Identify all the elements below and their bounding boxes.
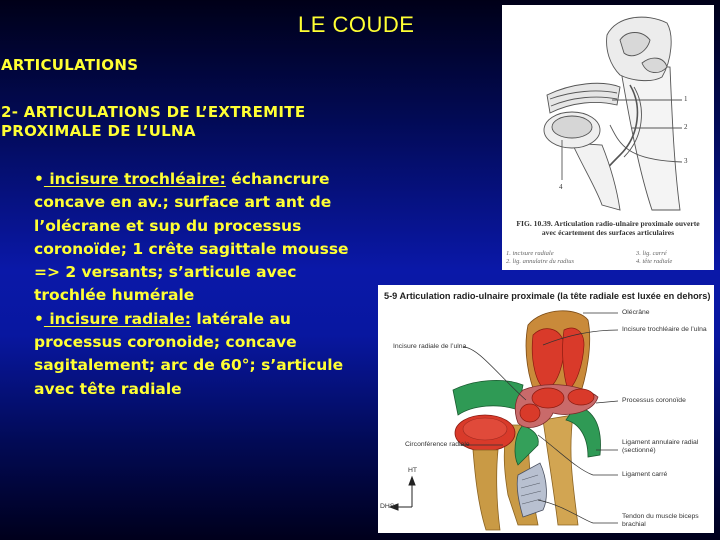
label-incisure-radiale: Incisure radiale de l’ulna <box>393 343 467 350</box>
figure1-caption-line1: FIG. 10.39. Articulation radio-ulnaire proximale ouverte <box>516 219 700 228</box>
label-ligament-carre: Ligament carré <box>622 471 668 478</box>
bullet-term: incisure radiale: <box>43 309 191 328</box>
figure1-caption <box>508 219 708 237</box>
subsection-heading-line2: PROXIMALE DE L’ULNA <box>1 122 196 140</box>
figure1-legend-col2 <box>636 250 672 266</box>
label-circonference-radiale: Circonférence radiale <box>405 441 470 448</box>
section-heading: ARTICULATIONS <box>1 56 139 74</box>
orientation-left-label: DHS <box>380 503 395 510</box>
label-ligament-annulaire <box>622 439 698 455</box>
bullet-marker: • <box>34 309 44 328</box>
callout-number-3: 3 <box>684 157 688 165</box>
callout-number-4: 4 <box>559 183 563 191</box>
legend-item: 4. tête radiale <box>636 258 673 265</box>
subsection-heading-line1: 2- ARTICULATIONS DE L’EXTREMITE <box>1 103 306 121</box>
bullet-text: échancrure concave en av.; surface art ant de l’olécrane et sup du processus coronoïde; 1 crête sagittale mousse => 2 versants; s’articule avec trochlée humérale <box>34 170 349 305</box>
bullet-term: incisure trochléaire: <box>43 170 226 188</box>
label-olecrane: Olécrâne <box>622 309 650 316</box>
legend-item: 1. incisure radiale <box>506 250 554 257</box>
figure-color-illustration <box>378 285 714 533</box>
figure1-caption-line2: avec écartement des surfaces articulaires <box>541 228 675 237</box>
callout-number-2: 2 <box>684 123 688 131</box>
elbow-color-illustration <box>378 285 714 533</box>
slide-title: LE COUDE <box>298 12 415 37</box>
subsection-heading <box>1 103 305 141</box>
bullet-item-incisure-radiale <box>34 308 364 401</box>
label-ligament-annulaire-line1: Ligament annulaire radial <box>622 439 699 446</box>
figure2-title: 5-9 Articulation radio-ulnaire proximale (la tête radiale est luxée en dehors) <box>384 291 711 301</box>
label-tendon-line2: brachial <box>622 521 646 528</box>
bullet-text: latérale au processus coronoide; concave sagitalement; arc de 60°; s’articule avec tête radiale <box>34 309 344 398</box>
legend-item: 3. lig. carré <box>636 250 667 257</box>
label-ligament-annulaire-line2: (sectionné) <box>622 447 656 454</box>
callout-number-1: 1 <box>684 95 688 103</box>
label-tendon-line1: Tendon du muscle biceps <box>622 513 699 520</box>
figure-line-drawing <box>502 5 714 270</box>
bullet-list <box>34 168 364 401</box>
bullet-marker: • <box>34 170 44 188</box>
label-incisure-trochleaire: Incisure trochléaire de l’ulna <box>622 326 707 333</box>
legend-item: 2. lig. annulaire du radius <box>506 258 575 265</box>
bullet-item-incisure-trochleaire <box>34 168 364 308</box>
label-processus-coronoide: Processus coronoïde <box>622 397 686 404</box>
orientation-up-label: HT <box>408 467 418 474</box>
label-tendon-biceps <box>622 513 699 529</box>
figure1-legend-col1 <box>506 250 574 266</box>
